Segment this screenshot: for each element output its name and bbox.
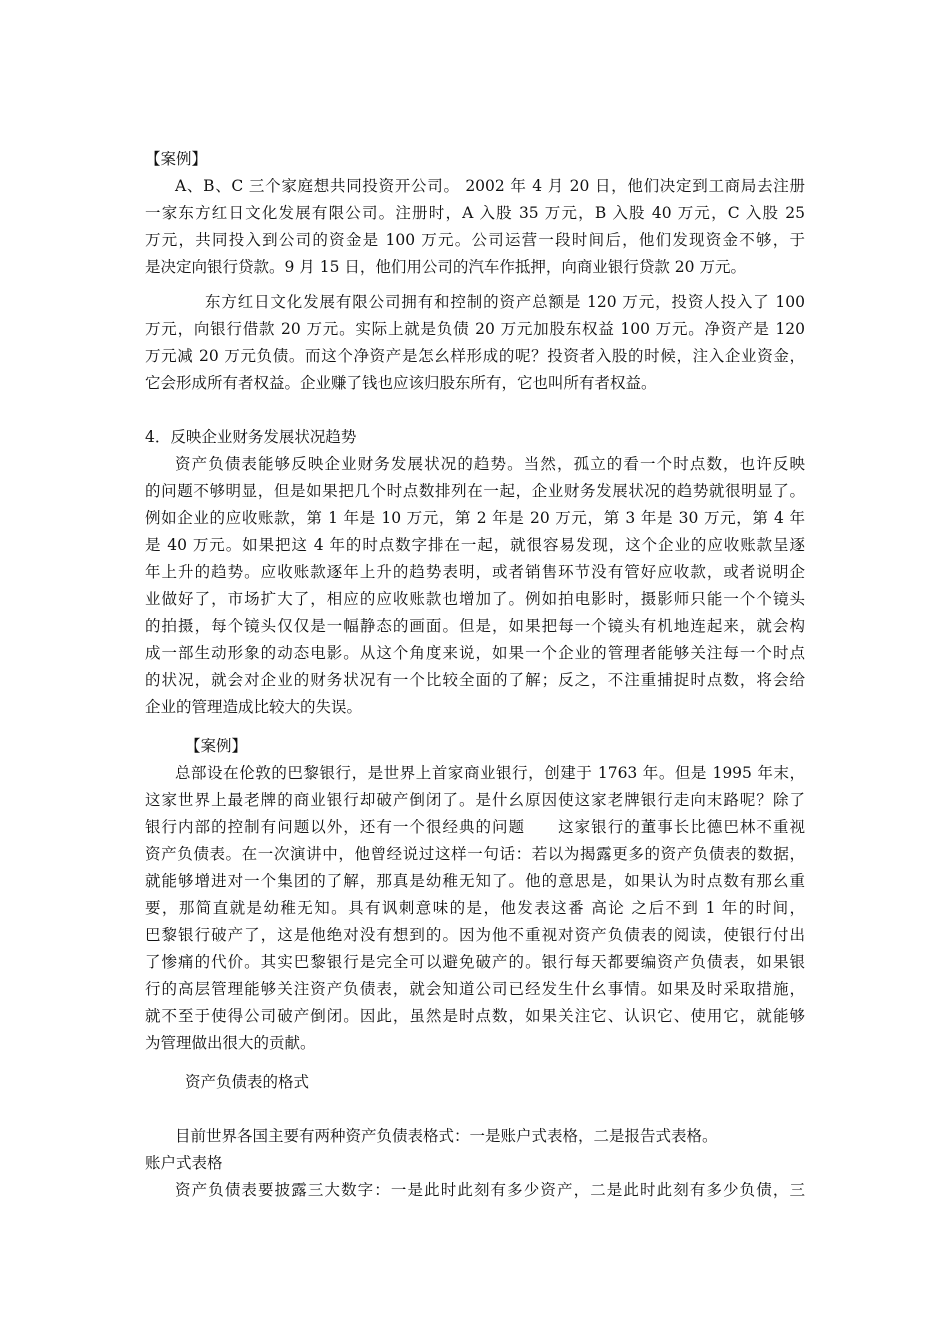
paragraph-line: 了惨痛的代价。其实巴黎银行是完全可以避免破产的。银行每天都要编资产负债表，如果银 xyxy=(145,953,805,971)
paragraph-line: 资产负债表能够反映企业财务发展状况的趋势。当然，孤立的看一个时点数，也许反映 xyxy=(175,455,805,473)
paragraph-line: 是决定向银行贷款。9 月 15 日，他们用公司的汽车作抵押，向商业银行贷款 20 万元。 xyxy=(145,258,746,276)
case-heading: 【案例】 xyxy=(185,737,248,755)
paragraph-line: 万元，向银行借款 20 万元。实际上就是负债 20 万元加股东权益 100 万元。净资产是 120 xyxy=(145,320,805,338)
subsection-heading: 账户式表格 xyxy=(145,1154,223,1172)
paragraph-line: 是 40 万元。如果把这 4 年的时点数字排在一起，就很容易发现，这个企业的应收账款呈逐 xyxy=(145,536,805,554)
paragraph-line: 这家世界上最老牌的商业银行却破产倒闭了。是什幺原因使这家老牌银行走向末路呢？除了 xyxy=(145,791,805,809)
paragraph-line: 万元减 20 万元负债。而这个净资产是怎幺样形成的呢？投资者入股的时候，注入企业资金， xyxy=(145,347,805,365)
paragraph-line: 银行内部的控制有问题以外，还有一个很经典的问题 这家银行的董事长比德巴林不重视 xyxy=(145,818,805,836)
paragraph-line: 就不至于使得公司破产倒闭。因此，虽然是时点数，如果关注它、认识它、使用它，就能够 xyxy=(145,1007,805,1025)
section-heading: 4．反映企业财务发展状况趋势 xyxy=(145,428,357,446)
paragraph-line: 资产负债表。在一次演讲中，他曾经说过这样一句话：若以为揭露更多的资产负债表的数据， xyxy=(145,845,805,863)
paragraph-line: 目前世界各国主要有两种资产负债表格式：一是账户式表格，二是报告式表格。 xyxy=(175,1127,718,1145)
paragraph-line: 总部设在伦敦的巴黎银行，是世界上首家商业银行，创建于 1763 年。但是 1995 年末， xyxy=(175,764,805,782)
document-content xyxy=(145,146,805,1204)
paragraph-line: 业做好了，市场扩大了，相应的应收账款也增加了。例如拍电影时，摄影师只能一个个镜头 xyxy=(145,590,805,608)
paragraph-line: 为管理做出很大的贡献。 xyxy=(145,1034,316,1052)
paragraph-line: 成一部生动形象的动态电影。从这个角度来说，如果一个企业的管理者能够关注每一个时点 xyxy=(145,644,805,662)
paragraph-line: 它会形成所有者权益。企业赚了钱也应该归股东所有，它也叫所有者权益。 xyxy=(145,374,657,392)
paragraph-line: 就能够增进对一个集团的了解，那真是幼稚无知了。他的意思是，如果认为时点数有那幺重 xyxy=(145,872,805,890)
paragraph-line: 的问题不够明显，但是如果把几个时点数排列在一起，企业财务发展状况的趋势就很明显了。 xyxy=(145,482,805,500)
case-heading: 【案例】 xyxy=(145,150,208,168)
paragraph-line: 年上升的趋势。应收账款逐年上升的趋势表明，或者销售环节没有管好应收款，或者说明企 xyxy=(145,563,805,581)
paragraph-line: 巴黎银行破产了，这是他绝对没有想到的。因为他不重视对资产负债表的阅读，使银行付出 xyxy=(145,926,805,944)
paragraph-line: 的状况，就会对企业的财务状况有一个比较全面的了解；反之，不注重捕捉时点数，将会给 xyxy=(145,671,805,689)
paragraph-line: 例如企业的应收账款，第 1 年是 10 万元，第 2 年是 20 万元，第 3 年是 30 万元，第 4 年 xyxy=(145,509,805,527)
paragraph-line: 东方红日文化发展有限公司拥有和控制的资产总额是 120 万元，投资人投入了 100 xyxy=(205,293,805,311)
paragraph-line: 万元，共同投入到公司的资金是 100 万元。公司运营一段时间后，他们发现资金不够，于 xyxy=(145,231,805,249)
paragraph-line: 资产负债表要披露三大数字：一是此时此刻有多少资产，二是此时此刻有多少负债，三 xyxy=(175,1181,805,1199)
paragraph-line: A、B、C 三个家庭想共同投资开公司。 2002 年 4 月 20 日，他们决定到工商局去注册 xyxy=(175,177,805,195)
paragraph-line: 要，那简直就是幼稚无知。具有讽刺意味的是，他发表这番 高论 之后不到 1 年的时间， xyxy=(145,899,805,917)
paragraph-line: 的拍摄，每个镜头仅仅是一幅静态的画面。但是，如果把每一个镜头有机地连起来，就会构 xyxy=(145,617,805,635)
paragraph-line: 企业的管理造成比较大的失误。 xyxy=(145,698,363,716)
format-heading: 资产负债表的格式 xyxy=(185,1073,310,1091)
paragraph-line: 行的高层管理能够关注资产负债表，就会知道公司已经发生什幺事情。如果及时采取措施， xyxy=(145,980,805,998)
paragraph-line: 一家东方红日文化发展有限公司。注册时，A 入股 35 万元，B 入股 40 万元，C 入股 25 xyxy=(145,204,805,222)
